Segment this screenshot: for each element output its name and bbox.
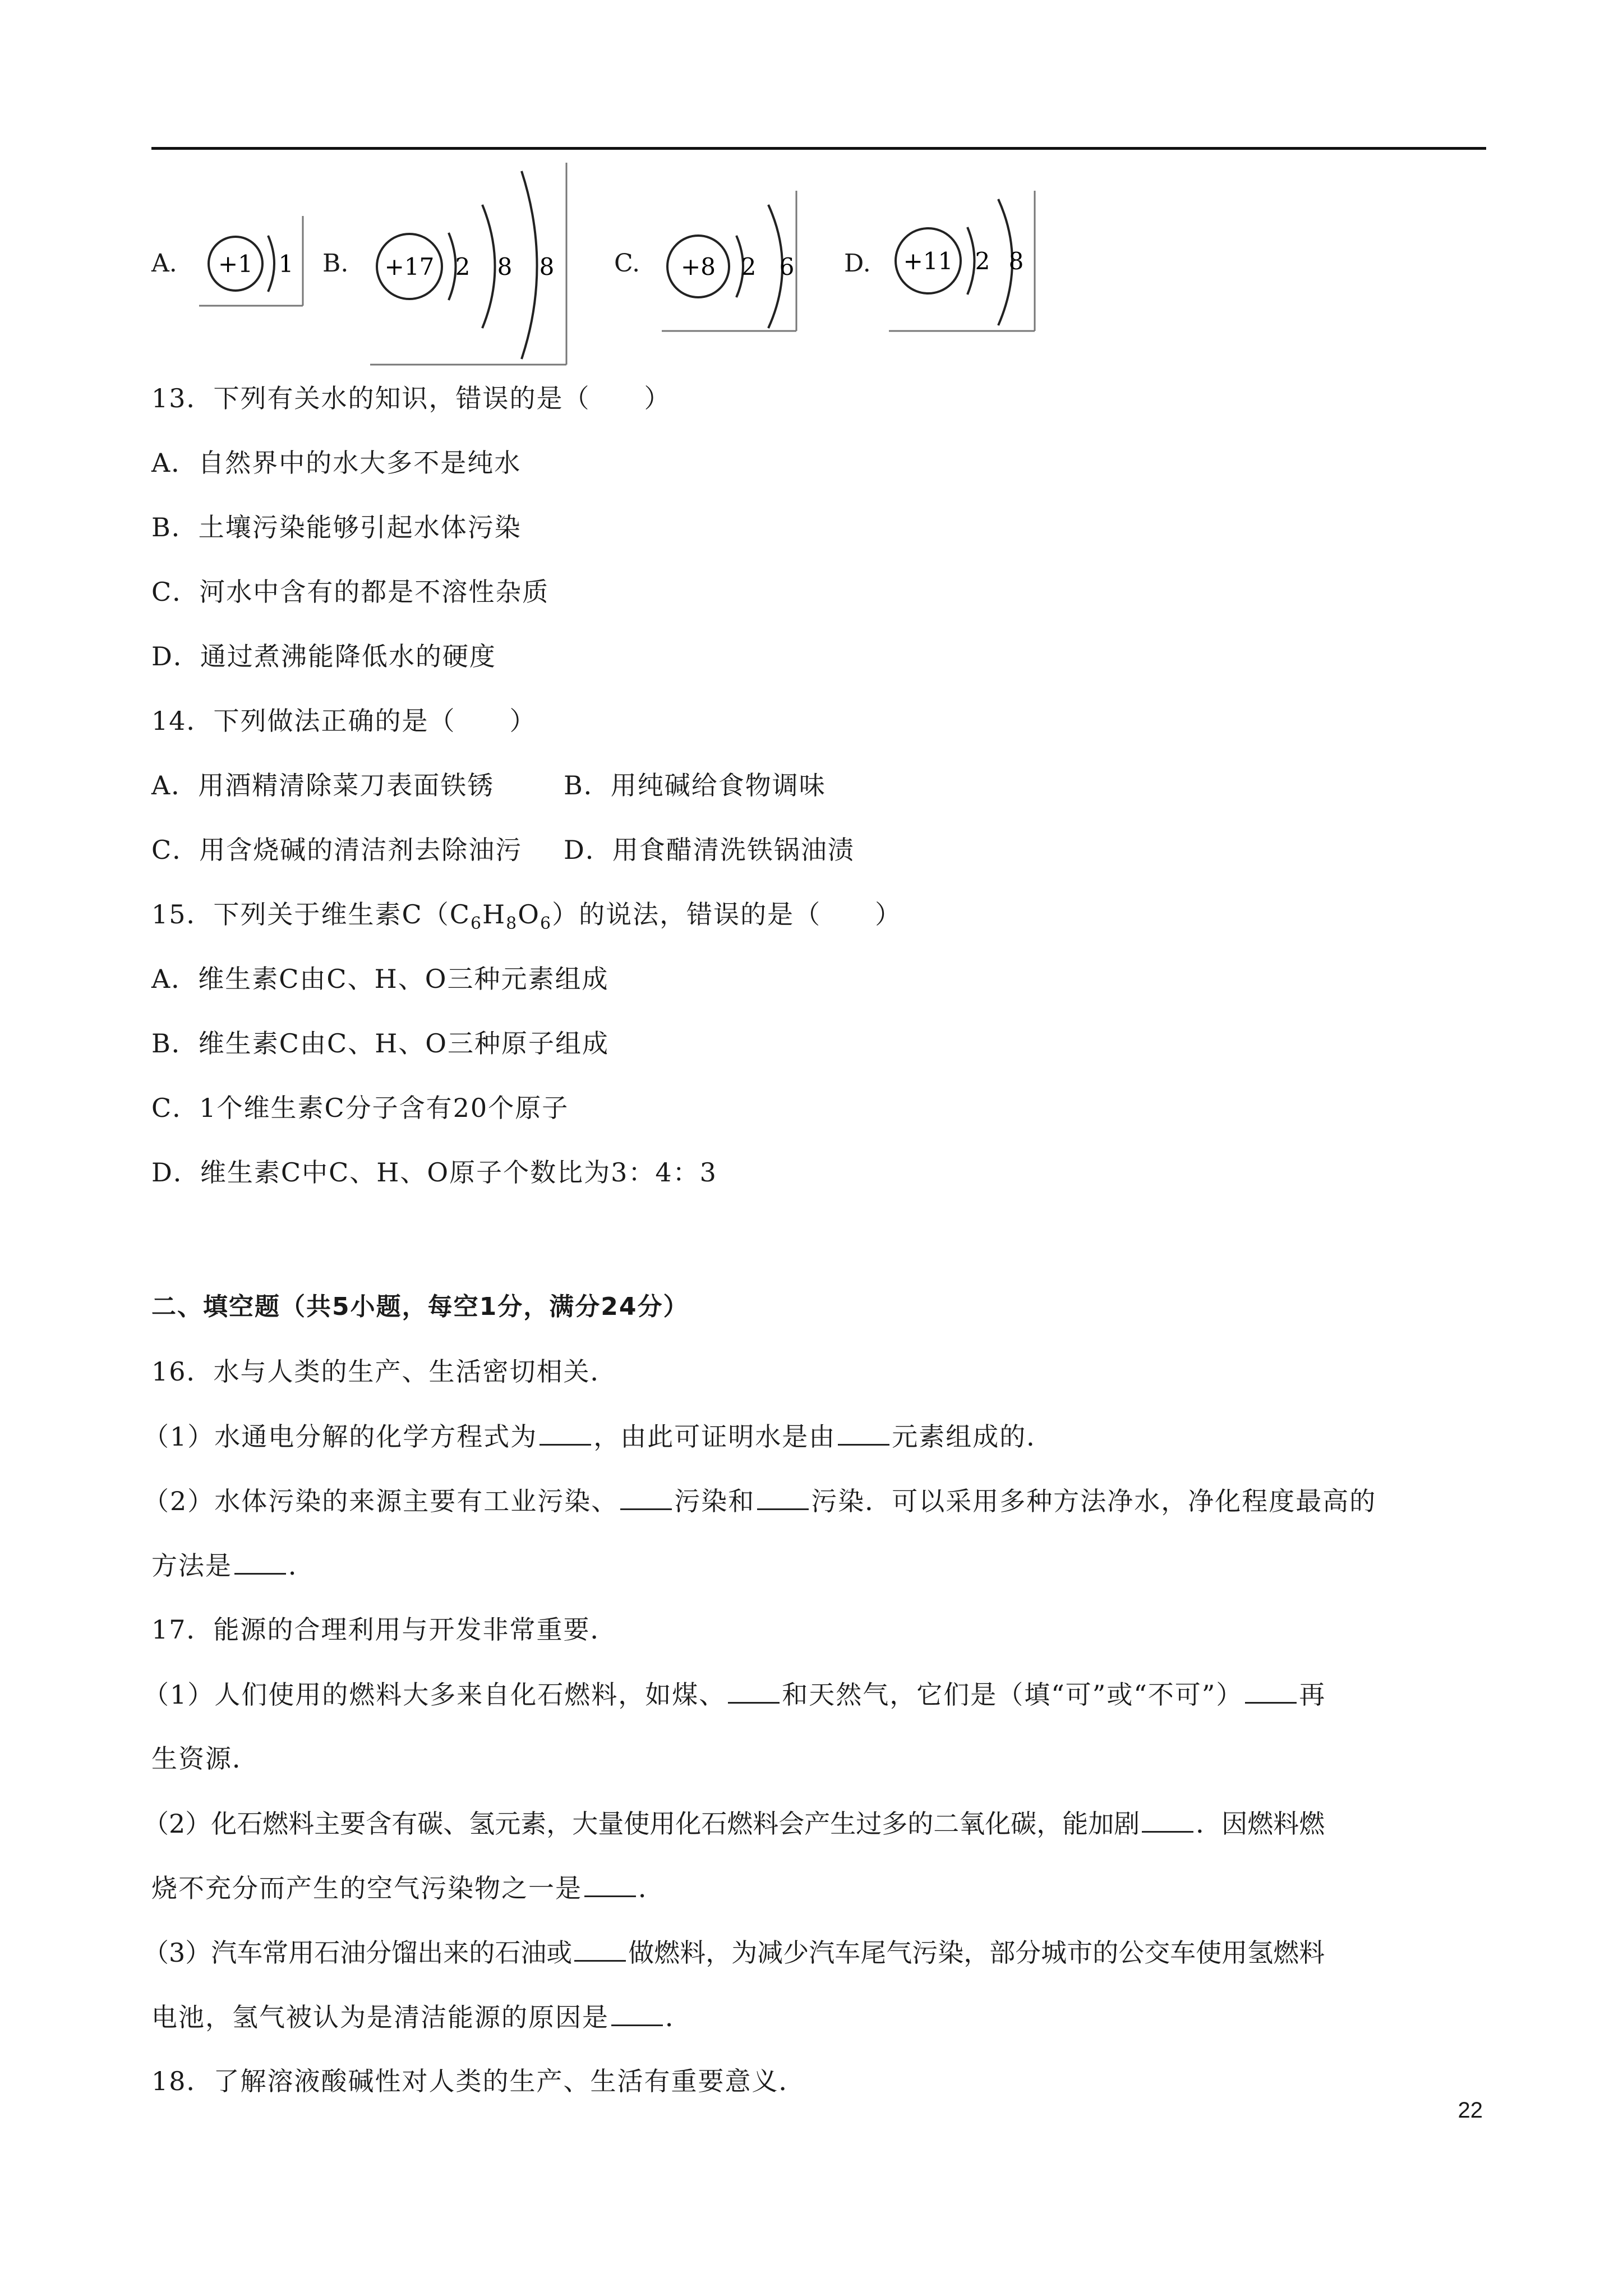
q16-part2-cont	[151, 1548, 315, 1582]
answer-blank[interactable]	[757, 1484, 809, 1510]
answer-blank[interactable]	[838, 1419, 889, 1446]
formula-element: O	[518, 899, 540, 930]
q13-option-c: C．河水中含有的都是不溶性杂质	[151, 577, 550, 607]
q17-part1-text: 再	[1299, 1680, 1326, 1710]
q16-part2	[143, 1484, 1376, 1518]
q17-stem: 17．能源的合理利用与开发非常重要．	[151, 1614, 617, 1645]
q18-stem: 18．了解溶液酸碱性对人类的生产、生活有重要意义．	[151, 2066, 806, 2096]
q14-option-c: C．用含烧碱的清洁剂去除油污	[151, 835, 523, 865]
q17-part3-cont	[151, 2000, 692, 2034]
answer-blank[interactable]	[1245, 1677, 1297, 1704]
shell-3-label: 8	[539, 253, 555, 280]
q16-part2-text: 污染和	[674, 1486, 755, 1516]
shell-1-label: 2	[455, 253, 471, 280]
q13-option-b: B．土壤污染能够引起水体污染	[151, 512, 522, 542]
q16-part2-text: ．	[288, 1550, 315, 1581]
q17-part3-text: 做燃料，为减少汽车尾气污染，部分城市的公交车使用氢燃料	[628, 1938, 1325, 1968]
q17-part3-text: （3）汽车常用石油分馏出来的石油或	[143, 1938, 573, 1968]
formula-subscript: 8	[506, 914, 518, 934]
answer-blank[interactable]	[611, 2000, 663, 2026]
q16-part1	[143, 1419, 1053, 1453]
q13-option-d: D．通过煮沸能降低水的硬度	[151, 641, 496, 671]
answer-blank[interactable]	[574, 1935, 626, 1962]
q17-part3-text: ．	[665, 2002, 692, 2032]
answer-blank[interactable]	[1142, 1806, 1193, 1833]
page-number: 22	[1458, 2098, 1483, 2123]
header-rule	[151, 147, 1486, 150]
q17-part1-text: 和天然气，它们是（填“可”或“不可”）	[782, 1680, 1243, 1710]
q17-part3	[143, 1935, 1325, 1970]
q17-part1	[143, 1677, 1326, 1711]
q15-option-b: B．维生素C由C、H、O三种原子组成	[151, 1028, 610, 1059]
shell-2-label: 8	[497, 253, 513, 280]
answer-blank[interactable]	[540, 1419, 591, 1446]
nucleus-label: +17	[384, 253, 435, 280]
q15-option-d: D．维生素C中C、H、O原子个数比为3：4：3	[151, 1157, 717, 1188]
q13-stem: 13．下列有关水的知识，错误的是（ ）	[151, 383, 671, 413]
answer-blank[interactable]	[584, 1871, 636, 1897]
formula-subscript: 6	[470, 914, 483, 934]
atom-diagram-a	[196, 213, 308, 309]
q17-part2-text: ．因燃料燃	[1196, 1809, 1325, 1839]
q14-option-a: A．用酒精清除菜刀表面铁锈	[151, 770, 495, 800]
q16-part2-text: 方法是	[151, 1550, 232, 1581]
answer-blank[interactable]	[620, 1484, 672, 1510]
atom-diagram-d	[886, 188, 1038, 334]
q17-part2-cont	[151, 1871, 665, 1905]
formula-element: H	[482, 899, 506, 930]
section-heading: 二、填空题（共5小题，每空1分，满分24分）	[151, 1292, 689, 1321]
option-b-label: B.	[322, 249, 349, 278]
answer-blank[interactable]	[728, 1677, 780, 1704]
nucleus-label: +8	[681, 253, 716, 280]
option-d-label: D.	[844, 249, 871, 278]
q15-option-a: A．维生素C由C、H、O三种元素组成	[151, 964, 609, 994]
q17-part2-text: 烧不充分而产生的空气污染物之一是	[151, 1873, 582, 1903]
q17-part3-text: 电池，氢气被认为是清洁能源的原因是	[151, 2002, 609, 2032]
q16-part2-text: （2）水体污染的来源主要有工业污染、	[143, 1486, 619, 1516]
q14-option-b: B．用纯碱给食物调味	[564, 770, 826, 800]
shell-2-label: 6	[779, 253, 795, 280]
q17-part1-text: （1）人们使用的燃料大多来自化石燃料，如煤、	[143, 1680, 726, 1710]
nucleus-label: +11	[903, 247, 953, 275]
q17-part2	[143, 1806, 1325, 1841]
shell-1-label: 2	[975, 247, 990, 275]
q17-part2-text: （2）化石燃料主要含有碳、氢元素，大量使用化石燃料会产生过多的二氧化碳，能加剧	[143, 1809, 1140, 1839]
nucleus-label: +1	[218, 250, 253, 278]
q16-part1-text: 元素组成的．	[892, 1421, 1054, 1452]
shell-1-label: 2	[741, 253, 757, 280]
q15-option-c: C．1个维生素C分子含有20个原子	[151, 1093, 569, 1123]
shell-1-label: 1	[278, 250, 294, 278]
q16-stem: 16．水与人类的生产、生活密切相关．	[151, 1356, 617, 1387]
q17-part1-cont: 生资源．	[151, 1743, 259, 1774]
atom-diagram-c	[659, 188, 799, 334]
q14-stem: 14．下列做法正确的是（ ）	[151, 706, 537, 736]
q16-part1-text: （1）水通电分解的化学方程式为	[143, 1421, 538, 1452]
q13-option-a: A．自然界中的水大多不是纯水	[151, 448, 522, 478]
shell-2-label: 8	[1008, 247, 1024, 275]
option-a-label: A.	[151, 249, 177, 278]
q15-stem	[151, 898, 902, 934]
q17-part2-text: ．	[638, 1873, 665, 1903]
atom-diagram-b	[367, 160, 569, 367]
q14-option-d: D．用食醋清洗铁锅油渍	[564, 835, 855, 865]
formula-subscript: 6	[540, 914, 552, 934]
option-c-label: C.	[614, 249, 640, 278]
q16-part2-text: 污染．可以采用多种方法净水，净化程度最高的	[811, 1486, 1377, 1516]
q15-stem-post: ）的说法，错误的是（ ）	[552, 899, 902, 930]
q16-part1-text: ，由此可证明水是由	[593, 1421, 836, 1452]
q15-stem-pre: 15．下列关于维生素C（C	[151, 899, 471, 930]
answer-blank[interactable]	[234, 1548, 286, 1575]
